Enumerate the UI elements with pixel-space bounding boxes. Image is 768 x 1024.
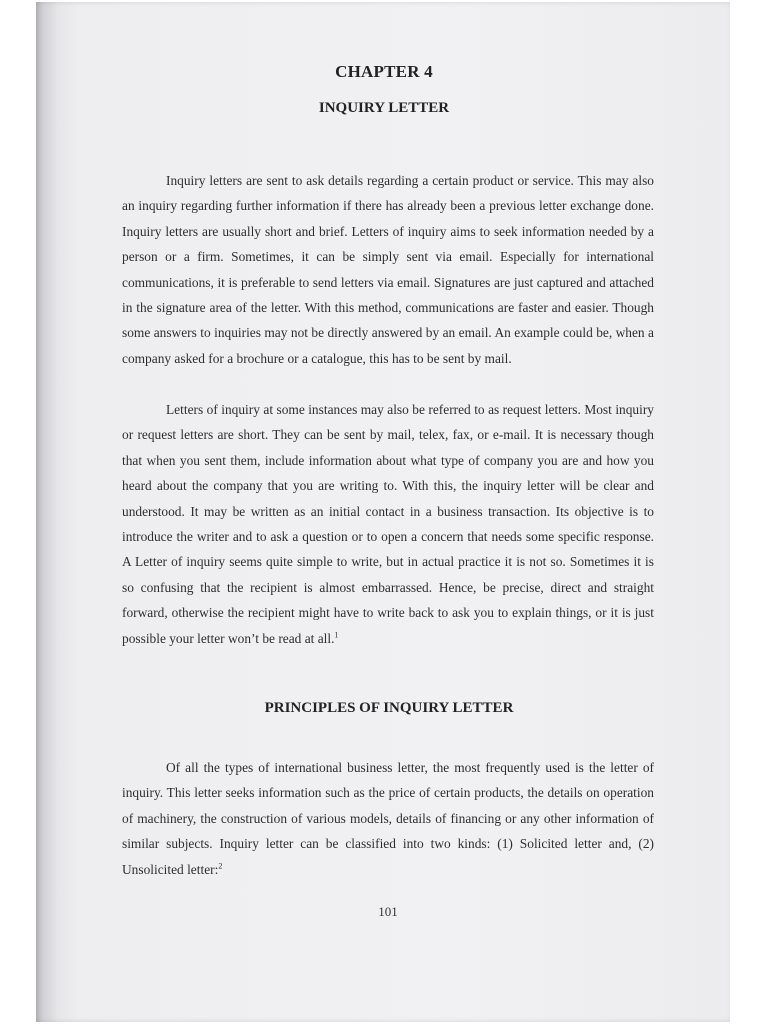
body-paragraph-3 (122, 755, 654, 882)
paragraph-2-text: Letters of inquiry at some instances may also be referred to as request letters. Most inquiry or request letters are short. They can be sent by mail, telex, fax, or e-mail. It is necessary though that when you sent them, include information about what type of company you are and how you heard about the company that you are writing to. With this, the inquiry letter will be clear and understood. It may be written as an initial contact in a business transaction. Its objective is to introduce the writer and to ask a question or to open a concern that needs some specific response. A Letter of inquiry seems quite simple to write, but in actual practice it is not so. Sometimes it is so confusing that the recipient is almost embarrassed. Hence, be precise, direct and straight forward, otherwise the recipient might have to write back to ask you to explain things, or it is just possible your letter won’t be read at all. (122, 402, 654, 646)
footnote-marker-2: 2 (218, 861, 223, 871)
chapter-heading: CHAPTER 4 (335, 62, 433, 81)
body-paragraph-1 (122, 168, 654, 371)
page-number: 101 (378, 904, 398, 919)
paragraph-1-text: Inquiry letters are sent to ask details regarding a certain product or service. This may also an inquiry regarding further information if there has already been a previous letter exchange done. Inquiry letters are usually short and brief. Letters of inquiry aims to seek information needed by a person or a firm. Sometimes, it can be simply sent via email. Especially for international communications, it is preferable to send letters via email. Signatures are just captured and attached in the signature area of the letter. With this method, communications are faster and easier. Though some answers to inquiries may not be directly answered by an email. An example could be, when a company asked for a brochure or a catalogue, this has to be sent by mail. (122, 173, 654, 366)
body-paragraph-2 (122, 397, 654, 651)
footnote-marker-1: 1 (334, 630, 339, 640)
paragraph-3-text: Of all the types of international business letter, the most frequently used is the letter of inquiry. This letter seeks information such as the price of certain products, the details on operation of machinery, the construction of various models, details of financing or any other information of similar subjects. Inquiry letter can be classified into two kinds: (1) Solicited letter and, (2) Unsolicited letter: (122, 760, 654, 877)
section-heading: PRINCIPLES OF INQUIRY LETTER (264, 700, 514, 716)
scan-margin (730, 0, 768, 1024)
chapter-title: INQUIRY LETTER (318, 100, 450, 116)
